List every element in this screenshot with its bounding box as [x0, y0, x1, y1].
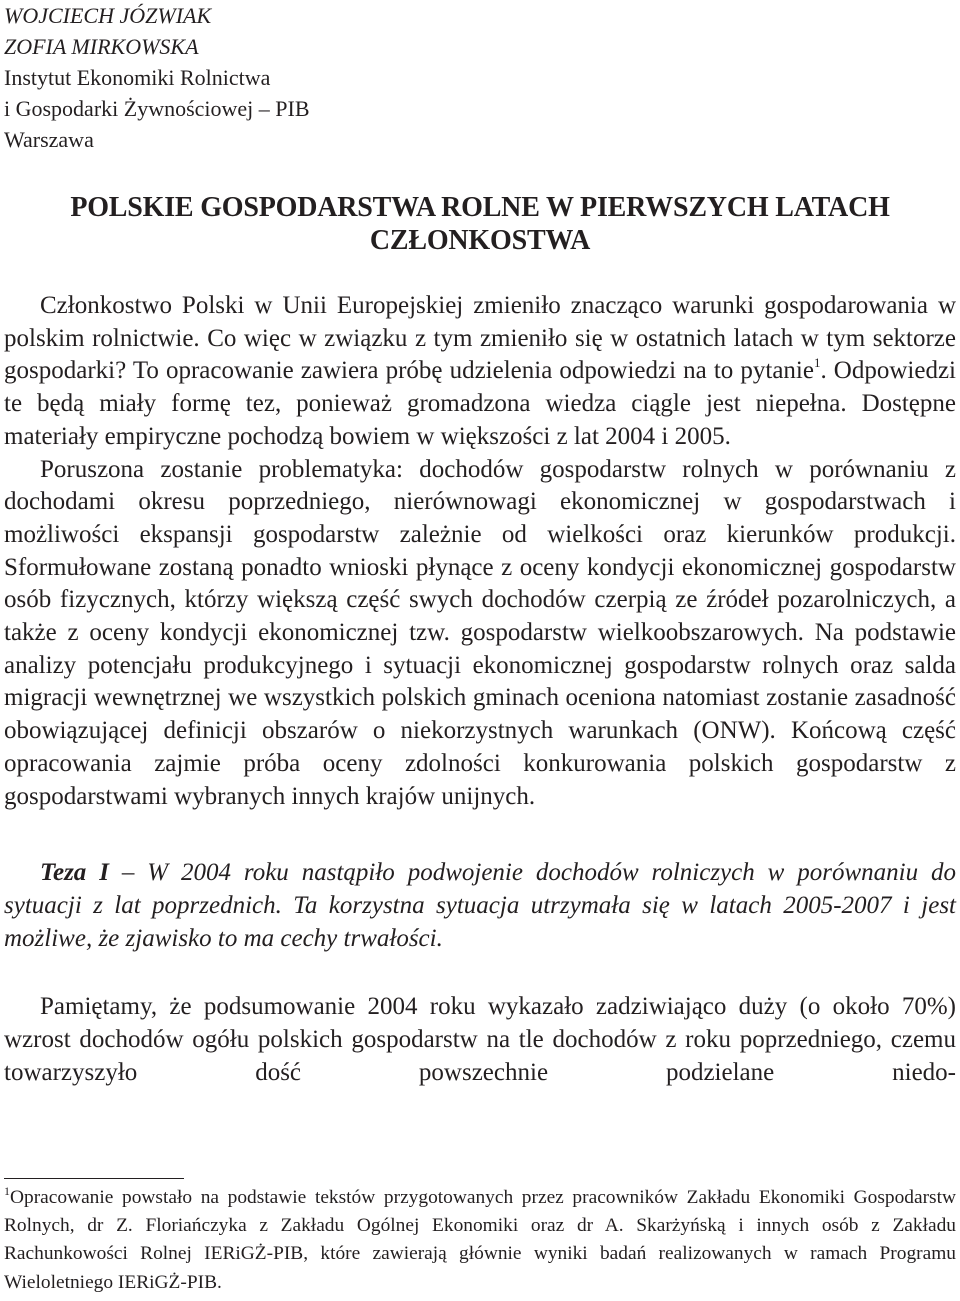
footnote-text: Opracowanie powstało na podstawie tekstów przygotowanych przez pracowników Zakładu Ekonomiki Gospodarstw Rolnych, dr Z. Floriańczyka z Zakładu Ogólnej Ekonomiki oraz dr A. Skarżyńską i innych osób z Zakładu Rachunkowości Rolnej IERiGŻ-PIB, które zawierają głównie wyniki badań realizowanych w ramach Programu Wieloletniego IERiGŻ-PIB. [4, 1187, 956, 1293]
author-name: WOJCIECH JÓZWIAK [4, 3, 212, 28]
affiliation-city: Warszawa [4, 127, 94, 152]
paper-title [4, 191, 956, 257]
thesis-text: – W 2004 roku nastąpiło podwojenie dochodów rolniczych w porównaniu do sytuacji z lat poprzednich. Ta korzystna sytuacja utrzymała się w latach 2005-2007 i jest możliwe, że zjawisko to ma cechy trwałości. [4, 859, 957, 952]
intro-text-continued: . Odpowiedzi te będą miały formę tez, ponieważ gromadzona wiedza ciągle jest niepełna. Dostępne materiały empiryczne pochodzą bowiem w większości z lat 2004 i 2005. [4, 357, 956, 450]
footnote-reference: 1 [813, 355, 821, 371]
intro-text: Członkostwo Polski w Unii Europejskiej zmieniło znacząco warunki gospodarowania w polskim rolnictwie. Co więc w związku z tym zmieniło się w ostatnich latach w tym sektorze gospodarki? To opracowanie zawiera próbę udzielenia odpowiedzi na to pytanie [4, 292, 956, 385]
affiliation-line: Instytut Ekonomiki Rolnictwa [4, 65, 271, 90]
footnote-marker: 1 [4, 1183, 10, 1198]
paper-title-line: CZŁONKOSTWA [369, 225, 591, 256]
footnote-divider [4, 1178, 184, 1179]
footnote [4, 1184, 956, 1297]
scope-paragraph: Poruszona zostanie problematyka: dochodów gospodarstw rolnych w porównaniu z dochodami okresu poprzedniego, nierównowagi ekonomicznej w gospodarstwach i możliwości ekspansji gospodarstw zależnie od wielkości oraz kierunków produkcji. Sformułowane zostaną ponadto wnioski płynące z oceny kondycji ekonomicznej gospodarstw osób fizycznych, którzy większą część swych dochodów czerpią ze źródeł pozarolniczych, a także z oceny kondycji ekonomicznej tzw. gospodarstw wielkoobszarowych. Na podstawie analizy potencjału produkcyjnego i sytuacji ekonomicznej gospodarstw rolnych oraz salda migracji wewnętrznej we wszystkich polskich gminach oceniona natomiast zostanie zasadność obowiązującej definicji obszarów o niekorzystnych warunkach (ONW). Końcową część opracowania zajmie próba oceny zdolności konkurowania polskich gospodarstw z gospodarstwami wybranych innych krajów unijnych. [4, 455, 956, 810]
author-block [4, 0, 956, 155]
author-name: ZOFIA MIRKOWSKA [4, 34, 199, 59]
paper-title-line: POLSKIE GOSPODARSTWA ROLNE W PIERWSZYCH LATACH [70, 192, 890, 223]
thesis-paragraph [4, 857, 956, 955]
thesis-label: Teza I [40, 859, 109, 887]
body-paragraph: Pamiętamy, że podsumowanie 2004 roku wykazało zadziwiająco duży (o około 70%) wzrost dochodów ogółu polskich gospodarstw na tle dochodów z roku poprzedniego, czemu towarzyszyło dość powszechnie podzielane niedo- [4, 993, 956, 1086]
intro-paragraph [4, 290, 956, 454]
affiliation-line: i Gospodarki Żywnościowej – PIB [4, 96, 310, 121]
